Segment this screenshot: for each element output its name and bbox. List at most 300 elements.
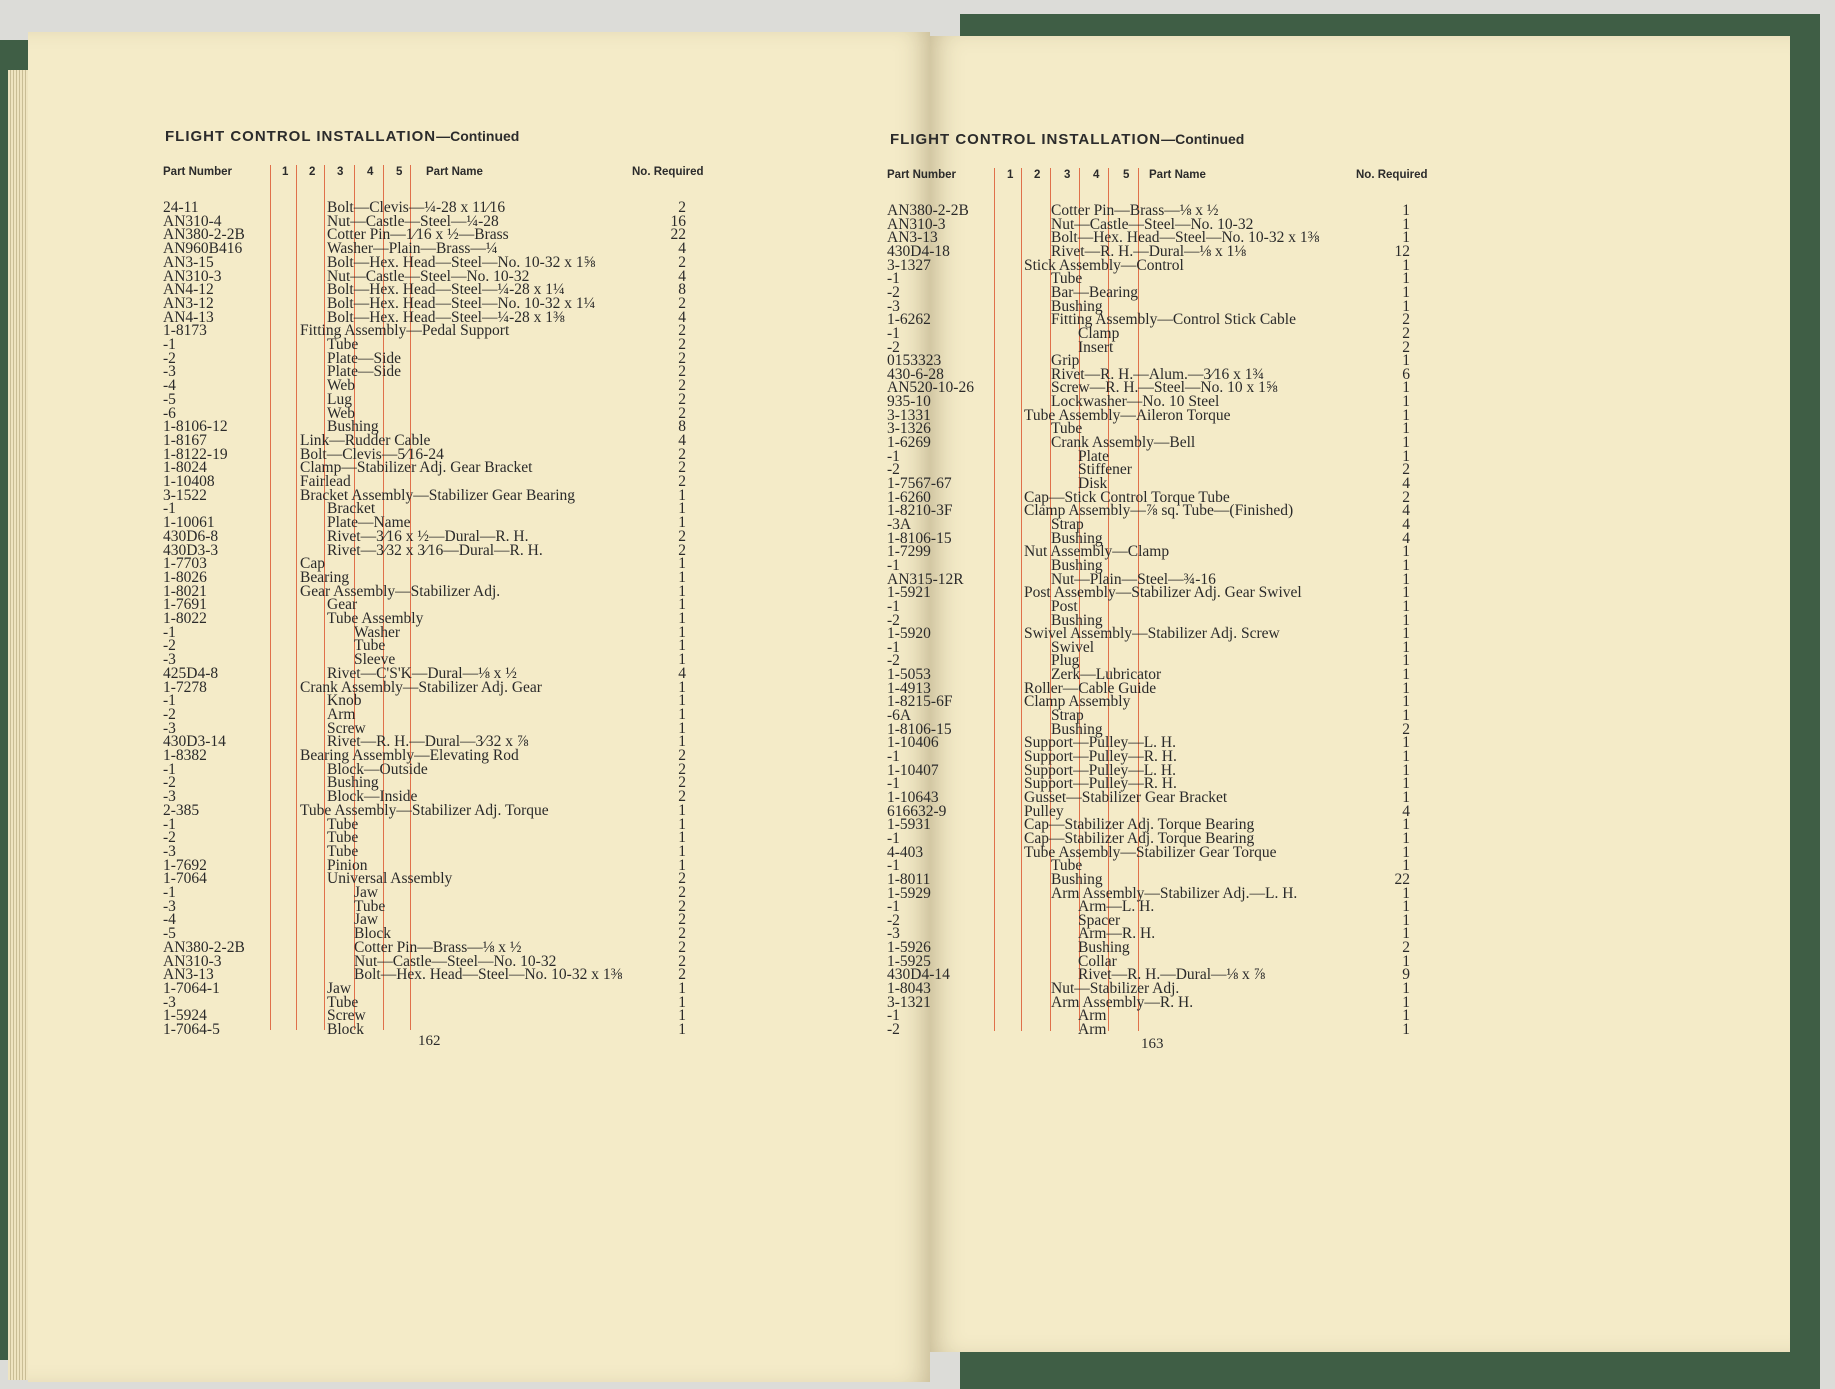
part-number: AN310-3 (163, 267, 222, 285)
part-number: -1 (163, 692, 176, 710)
quantity-required: 1 (678, 733, 686, 751)
part-number: 430D3-3 (163, 541, 219, 559)
part-number: 1-5929 (887, 884, 931, 902)
part-name: Clamp (1078, 324, 1120, 342)
part-name: Bolt—Hex. Head—Steel—¼-28 x 1⅜ (327, 308, 565, 326)
section-title (165, 128, 519, 145)
quantity-required: 1 (678, 568, 686, 586)
part-name: Pulley (1024, 802, 1064, 820)
part-number: 1-8043 (887, 980, 931, 998)
quantity-required: 2 (1402, 461, 1410, 479)
quantity-required: 1 (1402, 393, 1410, 411)
part-name: Rivet—R. H.—Dural—⅛ x 1⅛ (1051, 242, 1247, 260)
part-number: -1 (887, 270, 900, 288)
part-number: 1-7703 (163, 555, 207, 573)
quantity-required: 2 (1402, 311, 1410, 329)
part-number: AN3-13 (887, 229, 938, 247)
quantity-required: 1 (678, 678, 686, 696)
header-part-name: Part Name (426, 166, 483, 178)
part-name: Jaw (354, 911, 379, 929)
quantity-required: 4 (1402, 515, 1410, 533)
part-name: Fairlead (300, 473, 351, 490)
part-number: -2 (163, 349, 176, 367)
part-number: 430-6-28 (887, 365, 944, 383)
part-name: Grip (1051, 352, 1080, 370)
part-name: Tube (327, 815, 359, 833)
quantity-required: 1 (678, 719, 686, 737)
part-name: Nut—Stabilizer Adj. (1051, 980, 1180, 998)
quantity-required: 2 (678, 788, 686, 806)
part-number: -3 (163, 719, 176, 737)
quantity-required: 6 (1402, 365, 1410, 383)
part-name: Jaw (327, 979, 352, 997)
part-name: Bolt—Hex. Head—Steel—No. 10-32 x 1¼ (327, 294, 596, 312)
part-number: 1-6269 (887, 434, 931, 452)
part-number: 3-1321 (887, 993, 931, 1011)
header-level-5: 5 (1123, 169, 1130, 181)
quantity-required: 8 (678, 418, 686, 436)
quantity-required: 2 (678, 294, 686, 312)
part-name: Nut—Plain—Steel—¾-16 (1051, 570, 1216, 588)
part-number: 1-8106-15 (887, 529, 952, 547)
part-name: Rivet—R. H.—Alum.—3⁄16 x 1¾ (1051, 365, 1265, 383)
part-number: 1-8106-15 (887, 720, 952, 738)
quantity-required: 1 (678, 500, 686, 518)
part-name: Gear (327, 596, 358, 614)
part-name: Tube (1051, 270, 1083, 288)
header-level-1: 1 (282, 166, 289, 178)
quantity-required: 1 (1402, 215, 1410, 233)
part-number: 1-6262 (887, 311, 931, 329)
part-number: -1 (163, 336, 176, 353)
part-number: 2-385 (163, 801, 200, 819)
part-name: Tube (1051, 420, 1083, 438)
part-name: Bolt—Clevis—¼-28 x 11⁄16 (327, 199, 506, 216)
quantity-required: 1 (678, 815, 686, 833)
part-name: Tube (354, 897, 386, 915)
part-name: Nut—Castle—Steel—¼-28 (327, 212, 499, 230)
quantity-required: 1 (678, 979, 686, 997)
part-name: Nut Assembly—Clamp (1024, 543, 1170, 561)
quantity-required: 1 (1402, 788, 1410, 806)
quantity-required: 1 (1402, 666, 1410, 684)
part-name: Web (327, 377, 356, 395)
part-name: Cap—Stabilizer Adj. Torque Bearing (1024, 829, 1255, 847)
part-number: 1-5921 (887, 584, 931, 602)
quantity-required: 4 (1402, 475, 1410, 492)
part-name: Gear Assembly—Stabilizer Adj. (300, 582, 501, 600)
part-name: Crank Assembly—Stabilizer Adj. Gear (300, 678, 542, 696)
part-name: Bolt—Hex. Head—Steel—No. 10-32 x 1⅜ (1051, 229, 1320, 247)
part-number: 1-10643 (887, 788, 939, 806)
quantity-required: 1 (678, 1007, 686, 1025)
quantity-required: 1 (678, 637, 686, 655)
part-name: Strap (1051, 515, 1084, 533)
part-number: 3-1522 (163, 486, 207, 504)
quantity-required: 4 (1402, 802, 1410, 820)
quantity-required: 1 (678, 514, 686, 532)
quantity-required: 2 (678, 938, 686, 956)
quantity-required: 1 (1402, 638, 1410, 656)
part-name: Crank Assembly—Bell (1051, 434, 1196, 452)
part-number: 1-6260 (887, 488, 931, 506)
part-number: 1-8024 (163, 459, 207, 477)
part-name: Bushing (1051, 556, 1103, 574)
quantity-required: 1 (678, 856, 686, 874)
part-name: Pinion (327, 856, 368, 874)
part-number: AN315-12R (887, 570, 964, 588)
part-number: -1 (887, 748, 900, 765)
column-rule (270, 165, 271, 1030)
part-name: Lockwasher—No. 10 Steel (1051, 393, 1220, 411)
quantity-required: 1 (678, 993, 686, 1011)
part-number: 1-7299 (887, 543, 931, 561)
quantity-required: 1 (678, 692, 686, 710)
part-name: Block (327, 1021, 365, 1038)
part-number: -1 (887, 597, 900, 615)
part-name: Bushing (327, 774, 379, 792)
quantity-required: 1 (678, 582, 686, 600)
part-name: Roller—Cable Guide (1024, 679, 1157, 697)
quantity-required: 2 (678, 349, 686, 367)
part-number: 3-1327 (887, 256, 931, 274)
quantity-required: 2 (678, 199, 686, 216)
quantity-required: 1 (1402, 707, 1410, 725)
part-number: AN380-2-2B (163, 226, 245, 244)
header-no-required: No. Required (632, 166, 704, 178)
quantity-required: 1 (1402, 652, 1410, 670)
part-number: 1-8210-3F (887, 502, 953, 520)
quantity-required: 1 (678, 596, 686, 614)
quantity-required: 1 (1402, 775, 1410, 793)
quantity-required: 1 (1402, 434, 1410, 452)
quantity-required: 22 (1394, 870, 1410, 888)
part-number: -2 (887, 611, 900, 629)
quantity-required: 4 (678, 664, 686, 682)
part-number: -2 (163, 705, 176, 723)
quantity-required: 2 (678, 747, 686, 764)
quantity-required: 1 (1402, 857, 1410, 875)
part-name: Support—Pulley—L. H. (1024, 734, 1176, 752)
part-name: Strap (1051, 707, 1084, 725)
part-name: Zerk—Lubricator (1051, 666, 1162, 684)
quantity-required: 1 (678, 1021, 686, 1038)
quantity-required: 2 (1402, 338, 1410, 356)
part-number: 1-5053 (887, 666, 931, 684)
part-number: 1-10061 (163, 514, 215, 532)
part-name: Clamp Assembly—⅞ sq. Tube—(Finished) (1024, 502, 1294, 520)
page-163 (887, 36, 1790, 1352)
quantity-required: 1 (1402, 748, 1410, 765)
part-number: 1-7691 (163, 596, 207, 614)
part-name: Arm—L. H. (1078, 898, 1155, 916)
quantity-required: 4 (678, 308, 686, 326)
part-name: Bolt—Hex. Head—Steel—¼-28 x 1¼ (327, 281, 565, 299)
quantity-required: 1 (1402, 556, 1410, 574)
part-name: Gusset—Stabilizer Gear Bracket (1024, 788, 1228, 806)
quantity-required: 2 (678, 336, 686, 353)
part-name: Arm Assembly—Stabilizer Adj.—L. H. (1051, 884, 1298, 902)
part-name: Bolt—Hex. Head—Steel—No. 10-32 x 1⅝ (327, 253, 596, 271)
part-name: Nut—Castle—Steel—No. 10-32 (327, 267, 530, 285)
quantity-required: 2 (678, 322, 686, 340)
part-name: Plate—Name (327, 514, 411, 532)
part-name: Bolt—Hex. Head—Steel—No. 10-32 x 1⅜ (354, 966, 623, 984)
quantity-required: 1 (1402, 584, 1410, 602)
quantity-required: 9 (1402, 966, 1410, 984)
part-name: Support—Pulley—L. H. (1024, 761, 1176, 779)
quantity-required: 4 (678, 431, 686, 449)
part-number: AN310-3 (887, 215, 946, 233)
part-number: AN4-12 (163, 281, 214, 299)
quantity-required: 1 (1402, 816, 1410, 834)
quantity-required: 2 (678, 390, 686, 408)
part-number: 1-8022 (163, 610, 207, 627)
part-number: -3 (163, 363, 176, 381)
part-number: -1 (163, 760, 176, 778)
part-name: Bushing (1051, 297, 1103, 315)
section-title-suffix: —Continued (1161, 131, 1245, 147)
part-name: Fitting Assembly—Control Stick Cable (1051, 311, 1296, 329)
quantity-required: 2 (1402, 324, 1410, 342)
part-name: Jaw (354, 884, 379, 901)
part-number: -1 (163, 884, 176, 901)
quantity-required: 2 (678, 404, 686, 422)
part-number: -1 (887, 898, 900, 916)
part-number: 425D4-8 (163, 664, 219, 682)
quantity-required: 1 (1402, 543, 1410, 561)
quantity-required: 1 (1402, 447, 1410, 465)
part-number: 1-5931 (887, 816, 931, 834)
part-name: Bushing (1051, 720, 1103, 738)
part-number: -2 (887, 338, 900, 356)
quantity-required: 2 (678, 445, 686, 463)
quantity-required: 2 (1402, 939, 1410, 957)
quantity-required: 2 (678, 966, 686, 984)
section-title-text: FLIGHT CONTROL INSTALLATION (165, 128, 437, 145)
part-number: -2 (887, 1021, 900, 1038)
part-number: AN380-2-2B (887, 202, 969, 219)
quantity-required: 1 (678, 801, 686, 819)
part-number: -2 (887, 652, 900, 670)
part-number: 1-5925 (887, 952, 931, 970)
quantity-required: 1 (1402, 202, 1410, 219)
part-number: 1-10407 (887, 761, 939, 779)
part-name: Insert (1078, 338, 1114, 356)
header-level-2: 2 (1034, 169, 1041, 181)
part-number: -1 (887, 775, 900, 793)
part-name: Tube (327, 842, 359, 860)
quantity-required: 1 (1402, 925, 1410, 943)
part-name: Tube (1051, 857, 1083, 875)
page-number: 163 (1141, 1036, 1164, 1052)
part-number: 1-8122-19 (163, 445, 228, 463)
part-number: -2 (887, 911, 900, 929)
part-number: -1 (887, 638, 900, 656)
part-name: Block—Inside (327, 788, 418, 806)
quantity-required: 2 (678, 884, 686, 901)
quantity-required: 12 (1394, 242, 1410, 260)
quantity-required: 1 (1402, 884, 1410, 902)
quantity-required: 1 (1402, 570, 1410, 588)
quantity-required: 1 (1402, 980, 1410, 998)
quantity-required: 4 (678, 240, 686, 258)
part-number: 0153323 (887, 352, 942, 370)
part-number: -3 (163, 897, 176, 915)
part-name: Swivel Assembly—Stabilizer Adj. Screw (1024, 625, 1280, 643)
part-number: 1-7692 (163, 856, 207, 874)
part-number: 24-11 (163, 199, 199, 216)
part-name: Cap (300, 555, 325, 573)
part-name: Screw—R. H.—Steel—No. 10 x 1⅝ (1051, 379, 1278, 397)
quantity-required: 1 (678, 842, 686, 860)
part-name: Arm—R. H. (1078, 925, 1156, 943)
part-name: Cotter Pin—Brass—⅛ x ½ (354, 938, 522, 956)
part-number: 1-8011 (887, 870, 931, 888)
part-name: Plate—Side (327, 363, 402, 381)
part-name: Bolt—Clevis—5⁄16-24 (300, 445, 444, 463)
part-name: Tube Assembly—Aileron Torque (1024, 406, 1231, 424)
column-rule (1021, 168, 1022, 1031)
header-part-name: Part Name (1149, 169, 1206, 181)
column-rule (994, 168, 995, 1031)
part-name: Washer—Plain—Brass—¼ (327, 240, 498, 258)
part-name: Arm (1078, 1007, 1107, 1025)
part-name: Plate—Side (327, 349, 402, 367)
part-number: -2 (887, 461, 900, 479)
part-number: 3-1326 (887, 420, 931, 438)
quantity-required: 22 (670, 226, 686, 244)
part-name: Collar (1078, 952, 1117, 970)
quantity-required: 1 (1402, 379, 1410, 397)
quantity-required: 1 (678, 829, 686, 847)
quantity-required: 2 (678, 473, 686, 490)
header-level-3: 3 (337, 166, 344, 178)
header-level-1: 1 (1007, 169, 1014, 181)
part-number: 1-10406 (887, 734, 939, 752)
quantity-required: 1 (1402, 297, 1410, 315)
part-name: Rivet—R. H.—Dural—⅛ x ⅞ (1078, 966, 1266, 984)
part-number: -1 (163, 623, 176, 641)
part-number: 430D4-18 (887, 242, 950, 260)
part-name: Tube (327, 993, 359, 1011)
part-name: Rivet—3⁄32 x 3⁄16—Dural—R. H. (327, 541, 543, 559)
part-number: 1-5920 (887, 625, 931, 643)
part-number: 1-8173 (163, 322, 207, 340)
part-number: 1-8021 (163, 582, 207, 600)
part-number: -2 (163, 829, 176, 847)
part-number: -6 (163, 404, 176, 422)
part-number: -5 (163, 390, 176, 408)
part-name: Bracket (327, 500, 376, 518)
part-name: Plug (1051, 652, 1080, 670)
part-number: -3A (887, 515, 912, 533)
part-name: Rivet—R. H.—Dural—3⁄32 x ⅞ (327, 733, 529, 751)
part-number: -1 (163, 500, 176, 518)
part-name: Swivel (1051, 638, 1095, 656)
part-number: 1-5924 (163, 1007, 207, 1025)
part-number: 1-4913 (887, 679, 931, 697)
quantity-required: 2 (678, 459, 686, 477)
part-number: 1-10408 (163, 473, 215, 490)
part-number: AN4-13 (163, 308, 214, 326)
part-number: -3 (887, 297, 900, 315)
part-name: Knob (327, 692, 362, 710)
part-name: Arm (1078, 1021, 1107, 1038)
quantity-required: 2 (678, 774, 686, 792)
part-number: 1-8106-12 (163, 418, 228, 436)
part-name: Sleeve (354, 651, 396, 669)
quantity-required: 1 (1402, 734, 1410, 752)
part-number: -3 (163, 842, 176, 860)
quantity-required: 1 (1402, 829, 1410, 847)
part-name: Block (354, 925, 392, 943)
part-name: Rivet—3⁄16 x ½—Dural—R. H. (327, 527, 529, 545)
part-name: Post (1051, 597, 1078, 615)
quantity-required: 1 (1402, 679, 1410, 697)
part-name: Spacer (1078, 911, 1121, 929)
part-name: Cotter Pin—Brass—⅛ x ½ (1051, 202, 1219, 219)
quantity-required: 1 (678, 623, 686, 641)
quantity-required: 1 (1402, 993, 1410, 1011)
part-name: Universal Assembly (327, 870, 453, 888)
part-name: Washer (354, 623, 401, 641)
part-number: -5 (163, 925, 176, 943)
quantity-required: 4 (1402, 502, 1410, 520)
part-number: -2 (163, 774, 176, 792)
part-name: Clamp Assembly (1024, 693, 1131, 711)
section-title (890, 131, 1244, 148)
part-number: -2 (887, 283, 900, 301)
part-number: -3 (163, 651, 176, 669)
quantity-required: 1 (678, 486, 686, 504)
part-name: Link—Rudder Cable (300, 431, 431, 449)
part-name: Support—Pulley—R. H. (1024, 748, 1177, 765)
part-name: Arm Assembly—R. H. (1051, 993, 1194, 1011)
part-name: Tube (327, 336, 359, 353)
part-number: -2 (163, 637, 176, 655)
part-name: Bushing (1051, 529, 1103, 547)
quantity-required: 1 (678, 705, 686, 723)
quantity-required: 1 (1402, 898, 1410, 916)
header-level-4: 4 (1093, 169, 1100, 181)
quantity-required: 4 (678, 267, 686, 285)
quantity-required: 1 (1402, 406, 1410, 424)
part-number: -1 (887, 1007, 900, 1025)
part-number: AN310-4 (163, 212, 222, 230)
quantity-required: 1 (1402, 597, 1410, 615)
part-name: Nut—Castle—Steel—No. 10-32 (1051, 215, 1254, 233)
page-162 (28, 32, 930, 1382)
quantity-required: 1 (1402, 625, 1410, 643)
quantity-required: 1 (1402, 761, 1410, 779)
quantity-required: 1 (1402, 611, 1410, 629)
part-number: -4 (163, 911, 176, 929)
part-number: 3-1331 (887, 406, 931, 424)
part-number: 4-403 (887, 843, 924, 861)
quantity-required: 1 (1402, 1021, 1410, 1038)
section-title-suffix: —Continued (436, 128, 520, 144)
part-number: AN3-13 (163, 966, 214, 984)
quantity-required: 1 (1402, 256, 1410, 274)
section-title-text: FLIGHT CONTROL INSTALLATION (890, 131, 1162, 148)
quantity-required: 8 (678, 281, 686, 299)
quantity-required: 4 (1402, 529, 1410, 547)
quantity-required: 2 (678, 897, 686, 915)
quantity-required: 2 (1402, 488, 1410, 506)
part-name: Tube Assembly (327, 610, 424, 627)
header-level-5: 5 (396, 166, 403, 178)
